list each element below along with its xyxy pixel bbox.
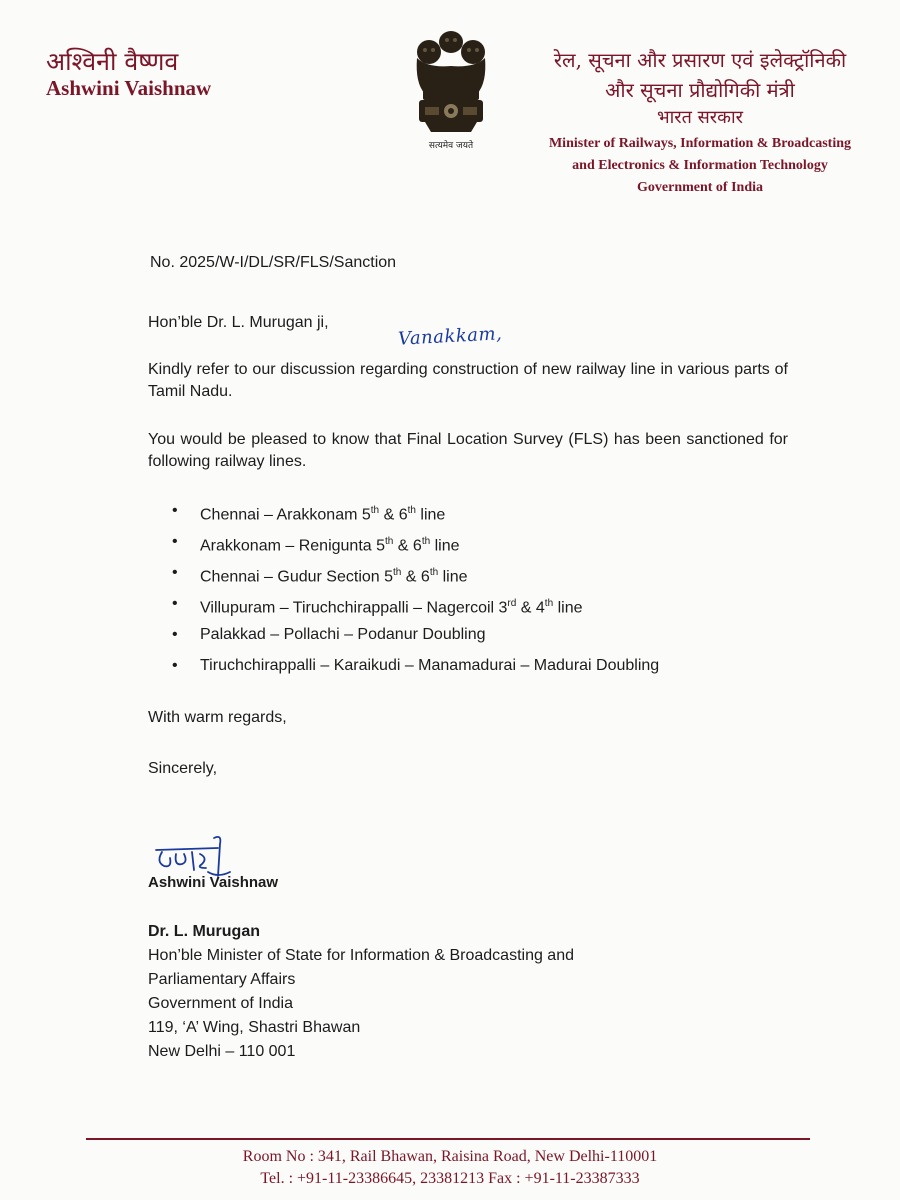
national-emblem-icon bbox=[405, 28, 497, 156]
handwritten-greeting: Vanakkam, bbox=[397, 323, 503, 350]
railway-line-mid: & 4 bbox=[516, 599, 545, 617]
railway-line-text: Arakkonam – Renigunta 5 bbox=[200, 537, 385, 555]
railway-line-end: line bbox=[553, 599, 583, 617]
railway-lines-list bbox=[170, 500, 659, 686]
railway-line-text: Palakkad – Pollachi – Podanur Doubling bbox=[200, 626, 486, 643]
closing-regards: With warm regards, bbox=[148, 709, 287, 726]
recipient-line4: 119, ‘A’ Wing, Shastri Bhawan bbox=[148, 1019, 361, 1036]
railway-line-mid: & 6 bbox=[393, 537, 422, 555]
paragraph-2: You would be pleased to know that Final Location Survey (FLS) has been sanctioned for following railway lines. bbox=[148, 431, 788, 470]
railway-line-s2: th bbox=[421, 536, 431, 547]
recipient-line3: Government of India bbox=[148, 995, 293, 1012]
railway-line-text: Villupuram – Tiruchchirappalli – Nagercoil 3 bbox=[200, 599, 508, 617]
recipient-line2: Parliamentary Affairs bbox=[148, 971, 296, 988]
railway-line-s2: th bbox=[544, 598, 554, 609]
railway-line-s1: th bbox=[370, 505, 380, 516]
railway-line-item bbox=[170, 562, 659, 593]
title-english-line2: and Electronics & Information Technology bbox=[572, 158, 828, 173]
letter-number: No. 2025/W-I/DL/SR/FLS/Sanction bbox=[150, 254, 397, 271]
railway-line-text: Chennai – Gudur Section 5 bbox=[200, 568, 394, 586]
railway-line-mid: & 6 bbox=[379, 506, 408, 524]
railway-line-item bbox=[170, 500, 659, 531]
title-hindi-line2: और सूचना प्रौद्योगिकी मंत्री bbox=[605, 78, 795, 102]
railway-line-item bbox=[170, 531, 659, 562]
recipient-address bbox=[148, 920, 574, 1064]
railway-line-end: line bbox=[430, 537, 460, 555]
railway-line-text: Tiruchchirappalli – Karaikudi – Manamadurai – Madurai Doubling bbox=[200, 657, 660, 674]
title-english-line3: Government of India bbox=[637, 180, 763, 195]
railway-line-end: line bbox=[438, 568, 468, 586]
paragraph-1: Kindly refer to our discussion regarding construction of new railway line in various parts of Tamil Nadu. bbox=[148, 361, 788, 400]
footer-address: Room No : 341, Rail Bhawan, Raisina Road, New Delhi-110001 bbox=[242, 1148, 658, 1165]
railway-line-s1: th bbox=[385, 536, 394, 547]
recipient-name: Dr. L. Murugan bbox=[148, 923, 260, 940]
emblem-motto: सत्यमेव जयते bbox=[428, 141, 474, 151]
minister-name-english: Ashwini Vaishnaw bbox=[46, 76, 212, 100]
title-hindi-line1: रेल, सूचना और प्रसारण एवं इलेक्ट्रॉनिकी bbox=[553, 48, 847, 72]
salutation: Hon’ble Dr. L. Murugan ji, bbox=[148, 314, 329, 331]
minister-name-hindi: अश्विनी वैष्णव bbox=[46, 47, 179, 76]
railway-line-s2: th bbox=[429, 567, 439, 578]
railway-line-s1: th bbox=[393, 567, 402, 578]
railway-line-s1: rd bbox=[507, 598, 517, 609]
railway-line-mid: & 6 bbox=[401, 568, 430, 586]
recipient-line5: New Delhi – 110 001 bbox=[148, 1043, 296, 1060]
signer-name: Ashwini Vaishnaw bbox=[148, 874, 279, 891]
railway-line-end: line bbox=[415, 506, 446, 524]
railway-line-item bbox=[170, 593, 659, 624]
railway-line-text: Chennai – Arakkonam 5 bbox=[200, 506, 371, 524]
closing-sincerely: Sincerely, bbox=[148, 760, 218, 777]
railway-line-s2: th bbox=[407, 505, 416, 516]
railway-line-item bbox=[170, 624, 659, 655]
recipient-line1: Hon’ble Minister of State for Information & Broadcasting and bbox=[148, 947, 574, 964]
footer-contact: Tel. : +91-11-23386645, 23381213 Fax : +91-11-23387333 bbox=[260, 1170, 640, 1187]
title-english-line1: Minister of Railways, Information & Broadcasting bbox=[548, 136, 852, 151]
footer-divider bbox=[86, 1138, 810, 1140]
title-hindi-line3: भारत सरकार bbox=[656, 107, 744, 128]
railway-line-item bbox=[170, 655, 659, 686]
